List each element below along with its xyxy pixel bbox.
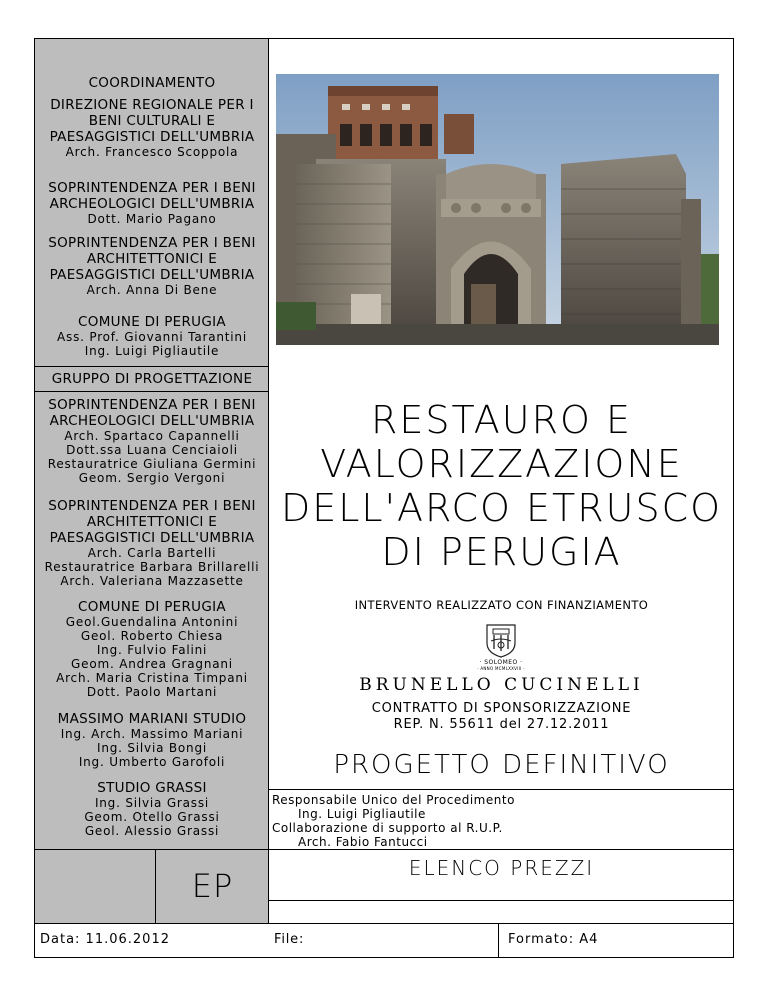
divider: [35, 366, 269, 367]
person-line: Ing. Arch. Massimo Mariani: [60, 727, 244, 741]
person-line: Ing. Umberto Garofoli: [78, 755, 226, 769]
org-line: PAESAGGISTICI DELL'UMBRIA: [49, 129, 255, 145]
person-line: Geol. Alessio Grassi: [84, 824, 220, 838]
coordinamento-block-2: [35, 180, 269, 226]
org-line: SOPRINTENDENZA PER I BENI: [48, 397, 256, 413]
person-line: Geom. Otello Grassi: [84, 810, 220, 824]
sponsor-name: BRUNELLO CUCINELLI: [359, 675, 644, 695]
person-line: Dott.ssa Luana Cenciaioli: [66, 443, 238, 457]
person-line: Ing. Luigi Pigliautile: [84, 344, 220, 358]
person-line: Dott. Paolo Martani: [86, 685, 218, 699]
coordinamento-block-4: [35, 314, 269, 358]
date-label: Data: 11.06.2012: [40, 932, 170, 947]
person-line: Ass. Prof. Giovanni Tarantini: [57, 330, 247, 344]
file-label: File:: [274, 932, 305, 947]
org-line: ARCHEOLOGICI DELL'UMBRIA: [49, 196, 255, 212]
org-line: COMUNE DI PERUGIA: [78, 599, 226, 615]
contract-rep: REP. N. 55611 del 27.12.2011: [393, 717, 610, 732]
divider: [498, 923, 499, 957]
progettazione-block-5: [35, 780, 269, 838]
logo-caption: · SOLOMEO ·: [479, 659, 523, 666]
org-line: ARCHEOLOGICI DELL'UMBRIA: [49, 413, 255, 429]
responsabile-label: Responsabile Unico del Procedimento: [272, 793, 515, 807]
person-line: Ing. Fulvio Falini: [96, 643, 208, 657]
org-line: MASSIMO MARIANI STUDIO: [57, 711, 247, 727]
org-line: DIREZIONE REGIONALE PER I: [50, 97, 254, 113]
org-line: PAESAGGISTICI DELL'UMBRIA: [49, 267, 255, 283]
divider: [269, 789, 734, 790]
person-line: Restauratrice Barbara Brillarelli: [44, 560, 260, 574]
person-line: Arch. Spartaco Capannelli: [64, 429, 240, 443]
title-line: DI PERUGIA: [381, 530, 622, 574]
org-line: SOPRINTENDENZA PER I BENI: [48, 180, 256, 196]
person-line: Dott. Mario Pagano: [87, 212, 217, 226]
person-line: Restauratrice Giuliana Germini: [47, 457, 257, 471]
org-line: COMUNE DI PERUGIA: [78, 314, 226, 330]
person-line: Geom. Sergio Vergoni: [78, 471, 226, 485]
divider: [269, 900, 734, 901]
collaborazione-label: Collaborazione di supporto al R.U.P.: [272, 821, 503, 835]
person-line: Geol.Guendalina Antonini: [65, 615, 239, 629]
org-line: ARCHITETTONICI E: [86, 514, 218, 530]
title-line: RESTAURO E: [370, 398, 632, 442]
person-line: Ing. Silvia Bongi: [96, 741, 207, 755]
project-phase: PROGETTO DEFINITIVO: [333, 750, 670, 780]
document-code: EP: [191, 867, 234, 905]
org-line: SOPRINTENDENZA PER I BENI: [48, 235, 256, 251]
person-line: Arch. Maria Cristina Timpani: [56, 671, 248, 685]
org-line: STUDIO GRASSI: [97, 780, 207, 796]
logo-subcaption: · ANNO MCMLXXVIII ·: [477, 666, 525, 671]
collaborazione-name: Arch. Fabio Fantucci: [298, 835, 428, 849]
project-title: [269, 398, 734, 574]
person-line: Arch. Carla Bartelli: [87, 546, 217, 560]
person-line: Geol. Roberto Chiesa: [80, 629, 224, 643]
sponsor-crest-icon: [481, 621, 521, 659]
person-line: Arch. Francesco Scoppola: [65, 145, 239, 159]
progettazione-block-1: [35, 397, 269, 485]
title-line: VALORIZZAZIONE: [320, 442, 683, 486]
responsabile-name: Ing. Luigi Pigliautile: [298, 807, 426, 821]
progettazione-block-3: [35, 599, 269, 699]
coordinamento-block-3: [35, 235, 269, 297]
person-line: Arch. Anna Di Bene: [86, 283, 218, 297]
person-line: Arch. Valeriana Mazzasette: [60, 574, 244, 588]
person-line: Ing. Silvia Grassi: [94, 796, 210, 810]
progettazione-block-4: [35, 711, 269, 769]
org-line: SOPRINTENDENZA PER I BENI: [48, 498, 256, 514]
person-line: Geom. Andrea Gragnani: [71, 657, 233, 671]
financing-note: INTERVENTO REALIZZATO CON FINANZIAMENTO: [354, 598, 649, 612]
arch-photo: [276, 74, 719, 345]
contract-label: CONTRATTO DI SPONSORIZZAZIONE: [371, 701, 632, 716]
divider: [35, 391, 269, 392]
document-title: ELENCO PREZZI: [408, 856, 595, 880]
coordinamento-block-1: [35, 97, 269, 159]
org-line: ARCHITETTONICI E: [86, 251, 218, 267]
format-label: Formato: A4: [508, 932, 599, 947]
org-line: PAESAGGISTICI DELL'UMBRIA: [49, 530, 255, 546]
title-line: DELL'ARCO ETRUSCO: [280, 486, 723, 530]
divider: [35, 923, 734, 924]
org-line: BENI CULTURALI E: [88, 113, 216, 129]
progettazione-block-2: [35, 498, 269, 588]
divider: [35, 849, 734, 850]
coordinamento-heading: COORDINAMENTO: [88, 75, 216, 91]
progettazione-heading: GRUPPO DI PROGETTAZIONE: [51, 371, 253, 387]
